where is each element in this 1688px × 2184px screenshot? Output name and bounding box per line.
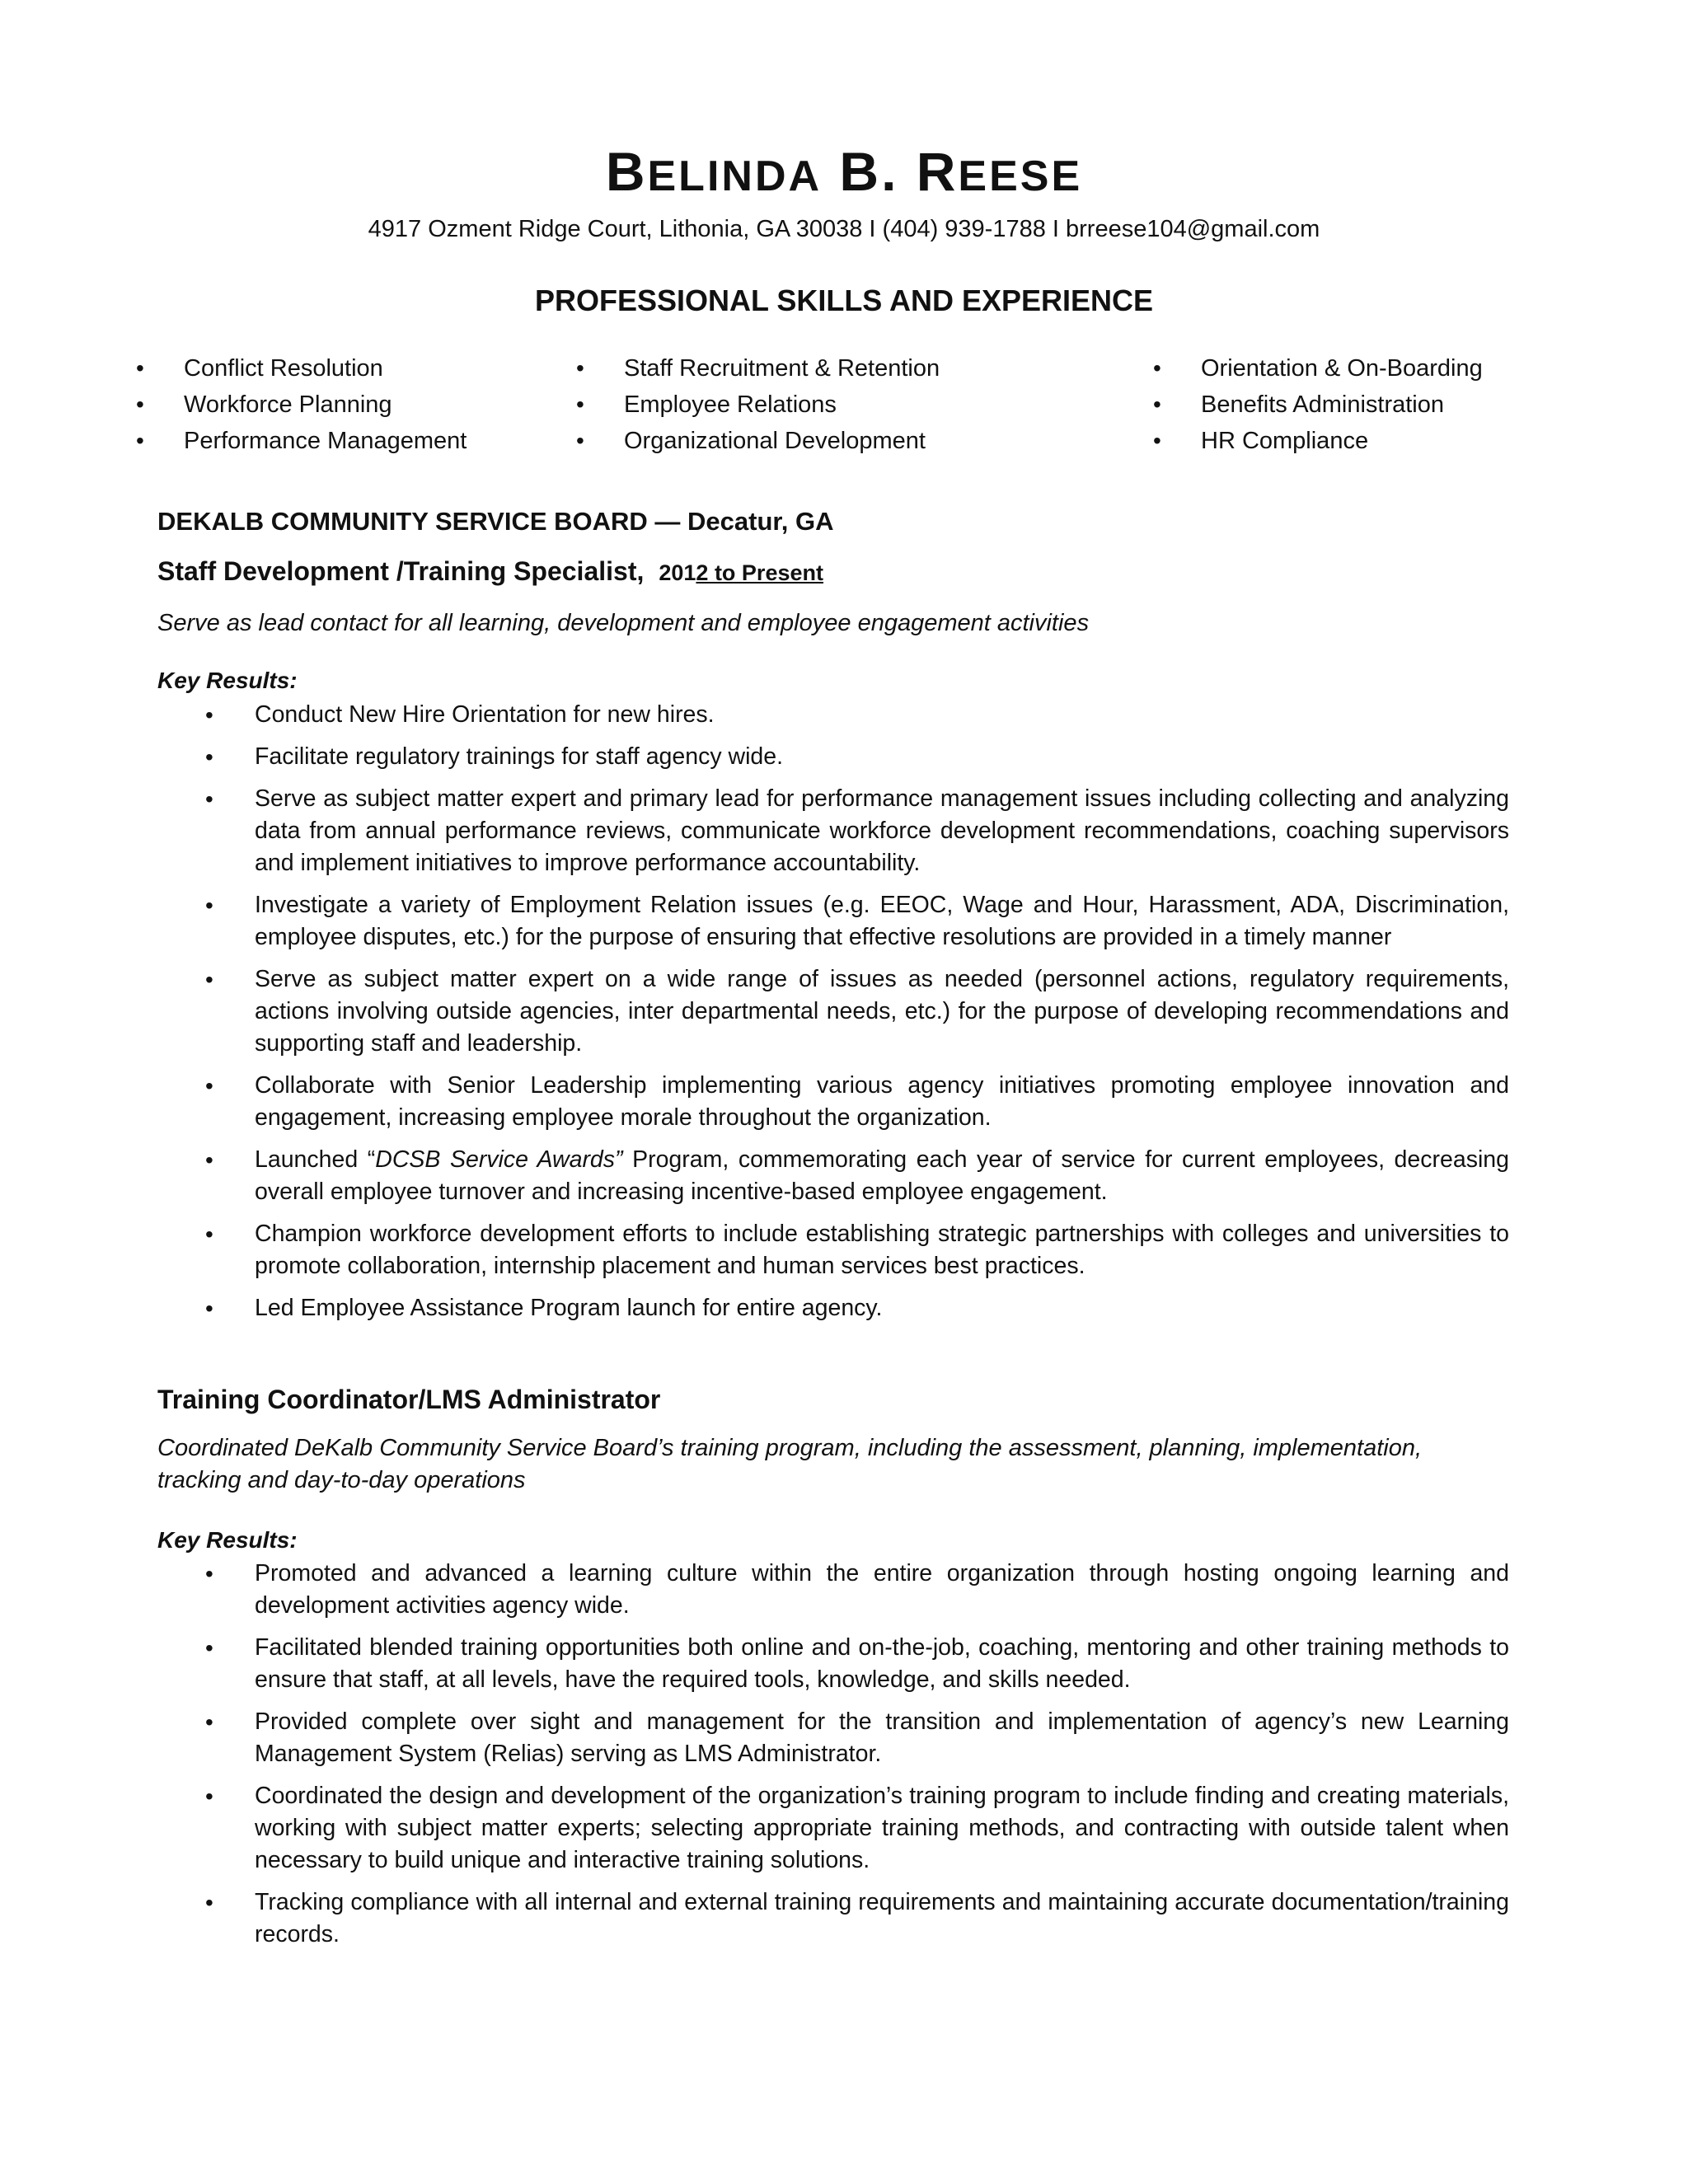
bullet-icon: • bbox=[205, 1635, 213, 1661]
skill-item: • Workforce Planning bbox=[184, 387, 467, 423]
list-item: • Launched “DCSB Service Awards” Program, commemorating each year of service for current employees, decreasing overall employee turnover and increasing incentive-based employee engagement. bbox=[157, 1144, 1509, 1208]
bullet-icon: • bbox=[205, 1561, 213, 1586]
list-item: • Collaborate with Senior Leadership implementing various agency initiatives promoting employee innovation and engagement, increasing employee morale throughout the organization. bbox=[157, 1070, 1509, 1134]
contact-line: 4917 Ozment Ridge Court, Lithonia, GA 30038 I (404) 939-1788 I brreese104@gmail.com bbox=[368, 216, 1320, 242]
job1-summary: Serve as lead contact for all learning, development and employee engagement activities bbox=[157, 610, 1090, 636]
bullet-icon: • bbox=[136, 355, 144, 381]
list-item: • Champion workforce development efforts to include establishing strategic partnerships with colleges and universities to promote collaboration, internship placement and human services best practices. bbox=[157, 1218, 1509, 1282]
bullet-icon: • bbox=[1153, 391, 1161, 417]
skills-section-title: PROFESSIONAL SKILLS AND EXPERIENCE bbox=[534, 284, 1154, 317]
list-item: • Investigate a variety of Employment Relation issues (e.g. EEOC, Wage and Hour, Harassment, ADA, Discrimination, employee disputes, etc.) for the purpose of ensuring that effective resolutions are provided in a timely manner bbox=[157, 889, 1509, 954]
bullet-icon: • bbox=[205, 893, 213, 918]
skills-column-2 bbox=[576, 350, 940, 459]
job2-summary: Coordinated DeKalb Community Service Board’s training program, including the assessment, planning, implementation, tracking and day-to-day operations bbox=[157, 1435, 1423, 1493]
bullet-icon: • bbox=[205, 786, 213, 812]
employer-heading: DEKALB COMMUNITY SERVICE BOARD — Decatur, GA bbox=[157, 507, 834, 536]
job2-results-list bbox=[157, 1558, 1509, 1961]
skill-item: • Orientation & On-Boarding bbox=[1201, 350, 1483, 387]
skills-grid bbox=[0, 350, 1688, 466]
skill-item: • HR Compliance bbox=[1201, 423, 1483, 459]
skill-item: • Performance Management bbox=[184, 423, 467, 459]
bullet-icon: • bbox=[205, 1890, 213, 1915]
bullet-icon: • bbox=[136, 428, 144, 453]
bullet-icon: • bbox=[1153, 428, 1161, 453]
job1-key-results-label: Key Results: bbox=[157, 668, 298, 693]
job1-title: Staff Development /Training Specialist, bbox=[157, 556, 645, 586]
skill-item: • Staff Recruitment & Retention bbox=[624, 350, 940, 387]
skills-column-3 bbox=[1153, 350, 1483, 459]
list-item: • Provided complete over sight and management for the transition and implementation of agency’s new Learning Management System (Relias) serving as LMS Administrator. bbox=[157, 1706, 1509, 1770]
job1-dates: 2012 to Present bbox=[659, 560, 823, 585]
job1-title-line bbox=[157, 556, 1509, 587]
bullet-icon: • bbox=[205, 1073, 213, 1099]
job2-title: Training Coordinator/LMS Administrator bbox=[157, 1385, 661, 1414]
bullet-icon: • bbox=[205, 1709, 213, 1735]
bullet-icon: • bbox=[205, 967, 213, 992]
job1-results-list bbox=[157, 699, 1509, 1334]
bullet-icon: • bbox=[1153, 355, 1161, 381]
list-item: • Serve as subject matter expert and primary lead for performance management issues including collecting and analyzing data from annual performance reviews, communicate workforce development recommendations, coaching supervisors and implement initiatives to improve performance accountability. bbox=[157, 783, 1509, 879]
bullet-icon: • bbox=[205, 1296, 213, 1321]
candidate-name: BELINDA B. REESE bbox=[605, 141, 1083, 202]
bullet-icon: • bbox=[205, 1783, 213, 1809]
bullet-icon: • bbox=[576, 428, 584, 453]
bullet-icon: • bbox=[576, 391, 584, 417]
bullet-icon: • bbox=[205, 1147, 213, 1173]
list-item: • Facilitate regulatory trainings for staff agency wide. bbox=[157, 741, 1509, 773]
skill-item: • Organizational Development bbox=[624, 423, 940, 459]
job2-key-results-label: Key Results: bbox=[157, 1527, 298, 1553]
skill-item: • Benefits Administration bbox=[1201, 387, 1483, 423]
list-item: • Facilitated blended training opportunities both online and on-the-job, coaching, mentoring and other training methods to ensure that staff, at all levels, have the required tools, knowledge, and skills needed. bbox=[157, 1632, 1509, 1696]
bullet-icon: • bbox=[205, 702, 213, 728]
bullet-icon: • bbox=[205, 744, 213, 770]
list-item: • Led Employee Assistance Program launch for entire agency. bbox=[157, 1292, 1509, 1324]
skills-column-1 bbox=[136, 350, 467, 459]
list-item: • Tracking compliance with all internal and external training requirements and maintaining accurate documentation/training records. bbox=[157, 1886, 1509, 1951]
bullet-icon: • bbox=[576, 355, 584, 381]
skill-item: • Conflict Resolution bbox=[184, 350, 467, 387]
list-item: • Coordinated the design and development of the organization’s training program to include finding and creating materials, working with subject matter experts; selecting appropriate training methods, and contracting with outside talent when necessary to build unique and interactive training solutions. bbox=[157, 1780, 1509, 1877]
bullet-icon: • bbox=[205, 1221, 213, 1247]
list-item: • Conduct New Hire Orientation for new hires. bbox=[157, 699, 1509, 731]
list-item: • Promoted and advanced a learning culture within the entire organization through hosting ongoing learning and development activities agency wide. bbox=[157, 1558, 1509, 1622]
list-item: • Serve as subject matter expert on a wide range of issues as needed (personnel actions, regulatory requirements, actions involving outside agencies, inter departmental needs, etc.) for the purpose of developing recommendations and supporting staff and leadership. bbox=[157, 963, 1509, 1060]
bullet-icon: • bbox=[136, 391, 144, 417]
skill-item: • Employee Relations bbox=[624, 387, 940, 423]
